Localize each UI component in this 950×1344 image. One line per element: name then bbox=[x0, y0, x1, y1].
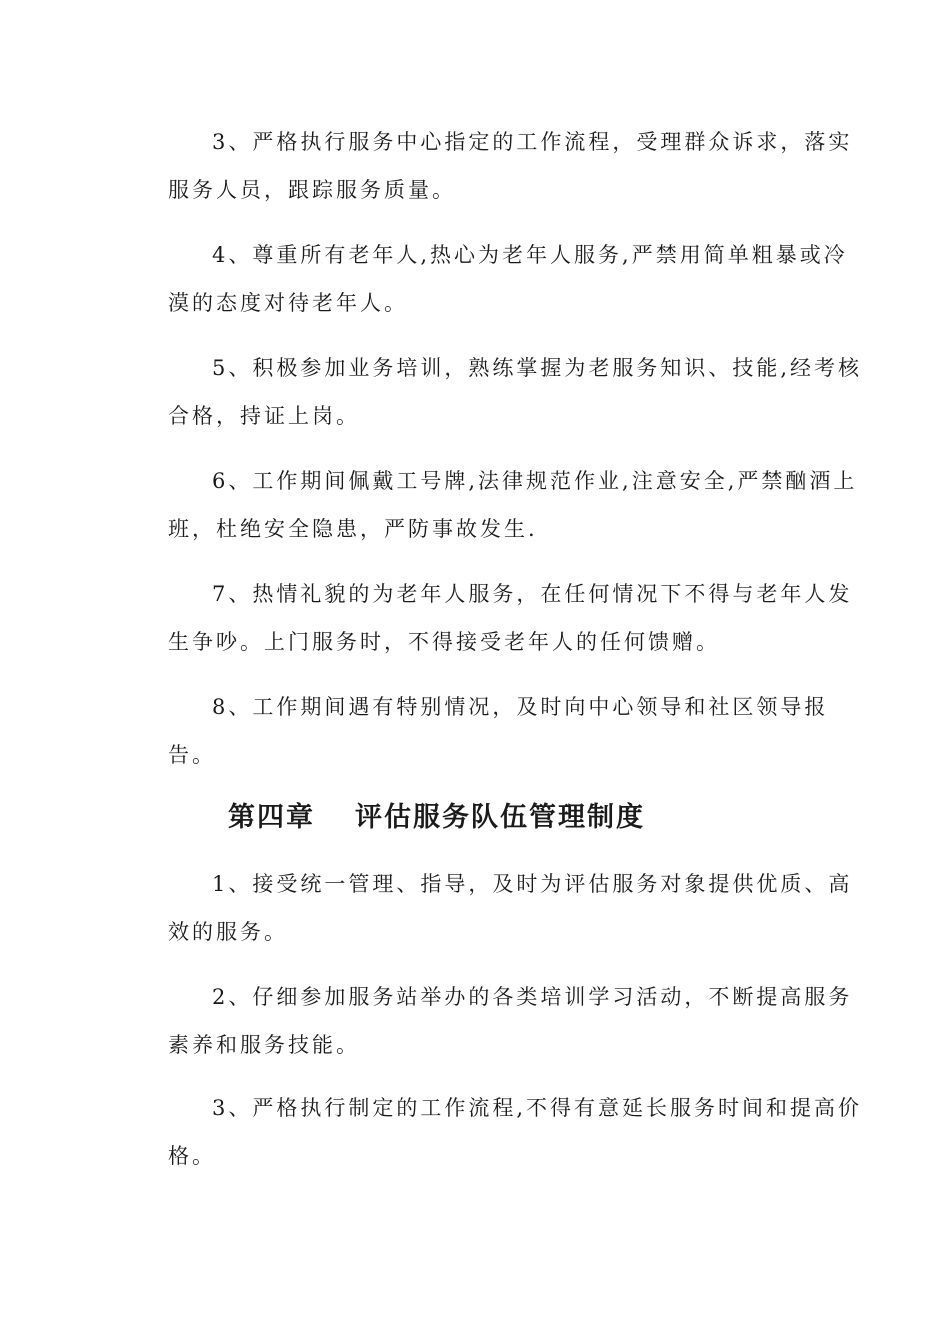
paragraph-line: 1、接受统一管理、指导，及时为评估服务对象提供优质、高 bbox=[212, 872, 853, 896]
paragraph-item-3 bbox=[168, 118, 853, 214]
paragraph-item-1 bbox=[168, 860, 853, 956]
paragraph-line: 效的服务。 bbox=[168, 920, 288, 944]
paragraph-line: 服务人员，跟踪服务质量。 bbox=[168, 178, 456, 202]
paragraph-line: 告。 bbox=[168, 743, 216, 767]
paragraph-line: 生争吵。上门服务时，不得接受老年人的任何馈赠。 bbox=[168, 630, 720, 654]
paragraph-item-5 bbox=[168, 344, 863, 440]
paragraph-line: 8、工作期间遇有特别情况，及时向中心领导和社区领导报 bbox=[212, 695, 829, 719]
paragraph-line: 3、严格执行制定的工作流程,不得有意延长服务时间和提高价 bbox=[212, 1096, 863, 1120]
paragraph-item-3b bbox=[168, 1084, 863, 1180]
paragraph-line: 7、热情礼貌的为老年人服务，在任何情况下不得与老年人发 bbox=[212, 582, 853, 606]
paragraph-item-7 bbox=[168, 570, 853, 666]
paragraph-line: 6、工作期间佩戴工号牌,法律规范作业,注意安全,严禁酗酒上 bbox=[212, 469, 858, 493]
paragraph-line: 4、尊重所有老年人,热心为老年人服务,严禁用简单粗暴或冷 bbox=[212, 243, 848, 267]
paragraph-item-8 bbox=[168, 683, 829, 779]
paragraph-line: 3、严格执行服务中心指定的工作流程，受理群众诉求，落实 bbox=[212, 130, 853, 154]
paragraph-item-4 bbox=[168, 231, 848, 327]
paragraph-line: 素养和服务技能。 bbox=[168, 1033, 360, 1057]
paragraph-line: 漠的态度对待老年人。 bbox=[168, 291, 408, 315]
paragraph-line: 5、积极参加业务培训，熟练掌握为老服务知识、技能,经考核 bbox=[212, 356, 863, 380]
chapter-heading bbox=[228, 792, 645, 844]
paragraph-line: 班，杜绝安全隐患，严防事故发生. bbox=[168, 517, 538, 541]
chapter-title: 评估服务队伍管理制度 bbox=[355, 802, 645, 833]
paragraph-item-6 bbox=[168, 457, 858, 553]
chapter-number: 第四章 bbox=[228, 802, 315, 833]
paragraph-line: 格。 bbox=[168, 1144, 216, 1168]
paragraph-item-2 bbox=[168, 973, 853, 1069]
paragraph-line: 合格，持证上岗。 bbox=[168, 404, 360, 428]
paragraph-line: 2、仔细参加服务站举办的各类培训学习活动，不断提高服务 bbox=[212, 985, 853, 1009]
